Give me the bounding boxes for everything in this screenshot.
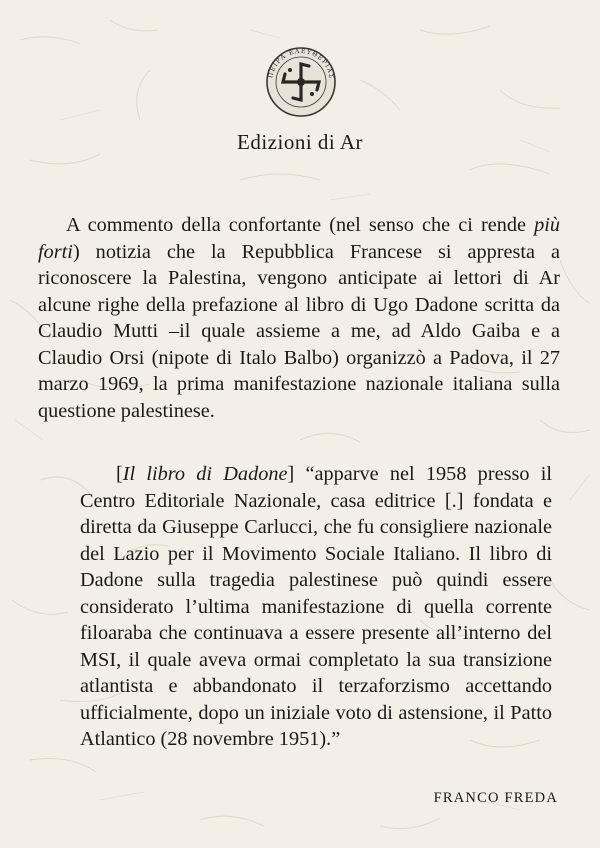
quote-body: “apparve nel 1958 presso il Centro Editoriale Nazionale, casa editrice [.] fondata e diretta da Giuseppe Carlucci, che fu consigliere nazionale del Lazio per il Movimento Sociale Italiano. Il libro di Dadone sulla tragedia palestinese può quindi essere considerato l’ultima manifestazione di quella corrente filoaraba che continuava a essere presente all’interno del MSI, il quale aveva ormai completato la sua transizione atlantista e abbandonato il terzaforzismo accettando ufficialmente, dopo un iniziale voto di astensione, il Patto Atlantico (28 novembre 1951).” — [80, 463, 552, 750]
svg-text:ΠΕΙΡΑ ΕΛΕΥΘΕΡΙΑΣ: ΠΕΙΡΑ ΕΛΕΥΘΕΡΙΑΣ — [267, 47, 335, 80]
intro-text-part2: ) notizia che la Repubblica Francese si appresta a riconoscere la Palestina, vengono anticipate ai lettori di Ar alcune righe della prefazione al libro di Ugo Dadone scritta da Claudio Mutti –il quale assieme a me, ad Aldo Gaiba e a Claudio Orsi (nipote di Italo Balbo) organizzò a Padova, il 27 marzo 1969, la prima manifestazione nazionale italiana sulla questione palestinese. — [38, 240, 560, 422]
intro-text-part1: A commento della confortante (nel senso che ci rende — [66, 214, 535, 236]
publisher-seal-logo — [265, 46, 337, 118]
quote-paragraph — [80, 461, 552, 753]
quote-bracket-close: ] — [287, 463, 295, 485]
author-signature: FRANCO FREDA — [433, 790, 558, 806]
intro-paragraph — [38, 212, 560, 424]
quote-bracket-open: [ — [116, 463, 123, 485]
publisher-name: Edizioni di Ar — [237, 130, 363, 154]
intro-emphasis: più forti — [38, 214, 560, 263]
quote-book-title: Il libro di Dadone — [122, 463, 288, 485]
